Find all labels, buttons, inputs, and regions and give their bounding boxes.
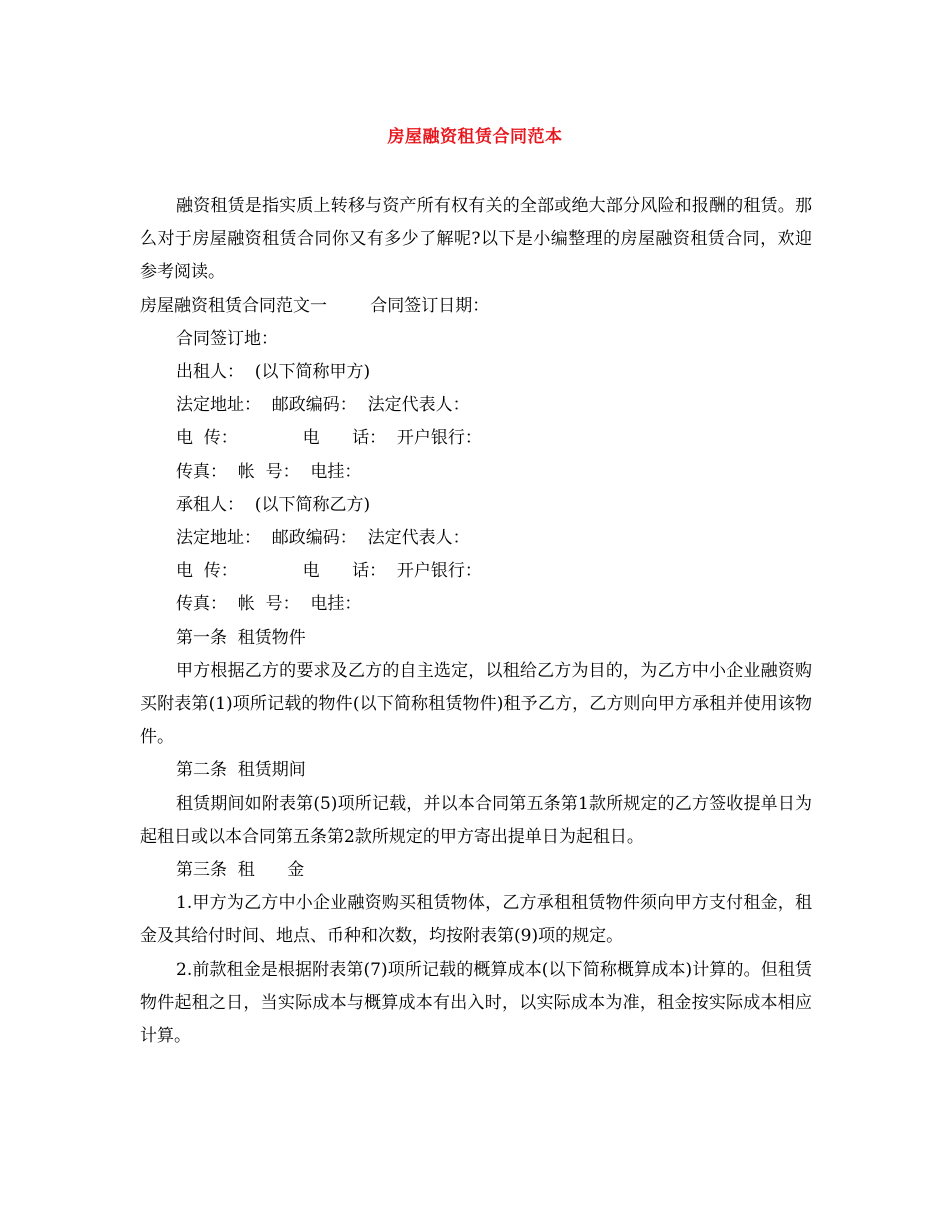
article3-item1: 1.甲方为乙方中小企业融资购买租赁物体，乙方承租租赁物件须向甲方支付租金，租金及其给付时间、地点、币种和次数，均按附表第(9)项的规定。	[140, 893, 812, 947]
lessee-fax-line: 传真： 帐 号： 电挂：	[176, 594, 362, 615]
sign-place-line: 合同签订地：	[176, 328, 278, 349]
article3-item2: 2.前款租金是根据附表第(7)项所记载的概算成本(以下简称概算成本)计算的。但租赁物件起租之日，当实际成本与概算成本有出入时，以实际成本为准，租金按实际成本相应计算。	[140, 959, 812, 1047]
article1-body: 甲方根据乙方的要求及乙方的自主选定，以租给乙方为目的，为乙方中小企业融资购买附表第(1)项所记载的物件(以下简称租赁物件)租予乙方，乙方则向甲方承租并使用该物件。	[140, 660, 812, 748]
lessor-name-line: 出租人： (以下简称甲方)	[176, 362, 371, 383]
lessee-phone-line: 电 传： 电 话： 开户银行：	[176, 561, 482, 582]
page-title: 房屋融资租赁合同范本	[387, 127, 563, 147]
lessor-fax-line: 传真： 帐 号： 电挂：	[176, 461, 362, 482]
lessor-phone-line: 电 传： 电 话： 开户银行：	[176, 428, 482, 449]
contract-heading-line: 房屋融资租赁合同范文一 合同签订日期：	[140, 295, 490, 316]
lessor-address-line: 法定地址： 邮政编码： 法定代表人：	[176, 395, 470, 416]
article2-heading: 第二条 租赁期间	[176, 760, 306, 781]
article1-heading: 第一条 租赁物件	[176, 627, 306, 648]
lessee-name-line: 承租人： (以下简称乙方)	[176, 494, 371, 515]
document-body	[140, 190, 812, 1053]
article3-heading: 第三条 租 金	[176, 860, 305, 881]
intro-paragraph: 融资租赁是指实质上转移与资产所有权有关的全部或绝大部分风险和报酬的租赁。那么对于房屋融资租赁合同你又有多少了解呢?以下是小编整理的房屋融资租赁合同，欢迎参考阅读。	[140, 196, 812, 283]
article2-body: 租赁期间如附表第(5)项所记载，并以本合同第五条第1款所规定的乙方签收提单日为起租日或以本合同第五条第2款所规定的甲方寄出提单日为起租日。	[140, 793, 812, 847]
lessee-address-line: 法定地址： 邮政编码： 法定代表人：	[176, 528, 470, 549]
